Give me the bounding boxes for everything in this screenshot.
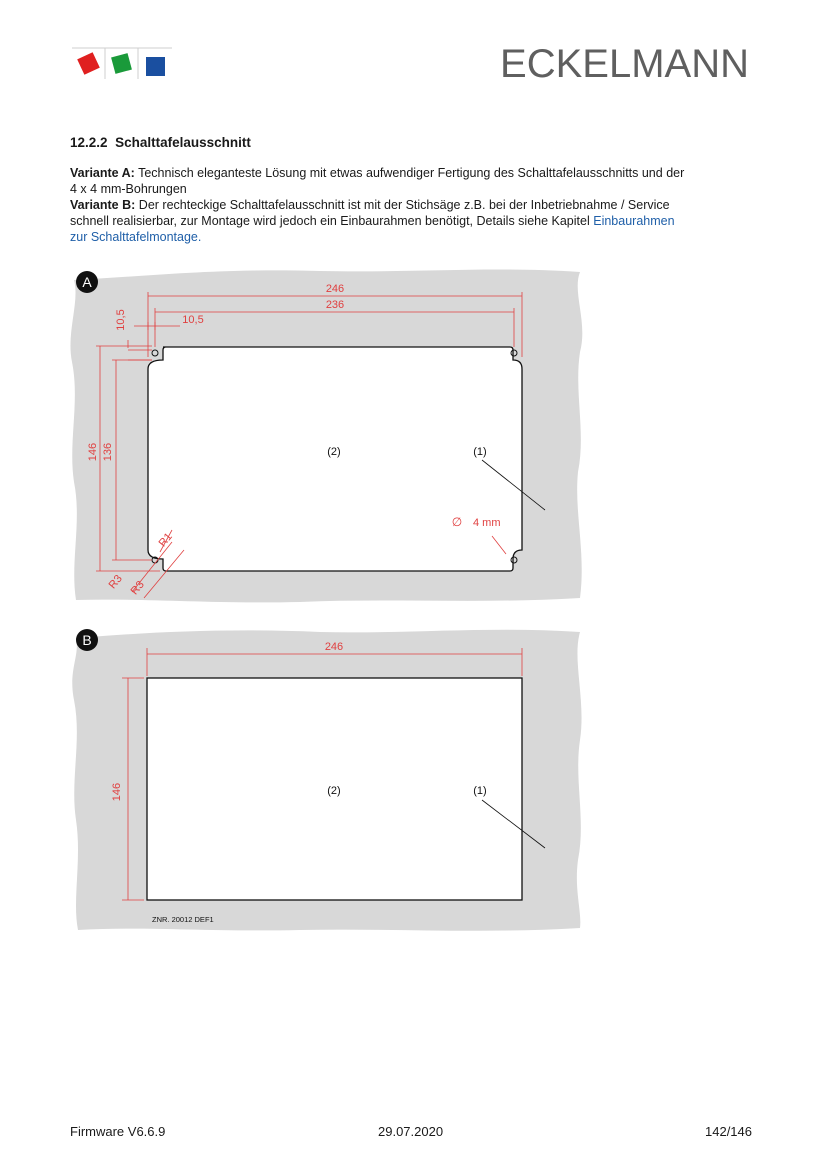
diameter-icon: ∅: [451, 515, 463, 529]
eckelmann-logo-mark: [72, 45, 172, 81]
drawing-number: ZNR. 20012 DEF1: [152, 915, 214, 924]
chapter-link-end: .: [197, 230, 202, 244]
logo-blue-square: [146, 57, 165, 76]
section-heading: [70, 135, 251, 150]
label-a-r3b: R3: [128, 578, 147, 598]
variant-a-label: Variante A:: [70, 166, 135, 180]
footer-date: 29.07.2020: [378, 1124, 444, 1139]
variant-b-text-2: schnell realisierbar, zur Montage wird jedoch ein Einbaurahmen benötigt, Details siehe Kapitel: [70, 214, 590, 228]
figure-b-drawing: [60, 620, 600, 940]
variant-b-text-1: Der rechteckige Schalttafelausschnitt ist mit der Stichsäge z.B. bei der Inbetriebnahme / Service: [138, 198, 670, 212]
variant-a-paragraph: [70, 165, 760, 197]
dim-a-height-inner: 136: [102, 442, 114, 462]
logo-red-square: [77, 52, 100, 75]
dim-a-width-outer: 246: [325, 283, 345, 295]
logo-green-square: [111, 53, 132, 74]
label-a-r1: R1: [156, 530, 175, 550]
badge-b-letter: B: [82, 632, 92, 648]
cutout-a-shape: [148, 347, 522, 571]
label-a-cutout: (2): [327, 446, 341, 458]
label-a-hole: 4 mm: [473, 517, 501, 529]
dim-a-offset-h: 10,5: [182, 314, 204, 326]
label-b-cutout: (2): [327, 785, 341, 797]
section-title: Schalttafelausschnitt: [115, 135, 251, 150]
figure-a-drawing: [60, 262, 600, 610]
label-a-r3a: R3: [106, 572, 125, 592]
dim-a-width-inner: 236: [325, 299, 345, 311]
dim-b-width: 246: [324, 641, 344, 653]
label-a-panel: (1): [473, 446, 487, 458]
dim-a-height-outer: 146: [87, 442, 99, 462]
chapter-link-part-2[interactable]: zur Schalttafelmontage: [70, 230, 198, 244]
label-b-panel: (1): [473, 785, 487, 797]
variant-b-label: Variante B:: [70, 198, 136, 212]
variant-a-text-2: 4 x 4 mm-Bohrungen: [70, 182, 187, 196]
section-number: 12.2.2: [70, 135, 108, 150]
footer-page: 142/146: [705, 1124, 752, 1139]
chapter-link-part-1[interactable]: Einbaurahmen: [593, 214, 675, 228]
variant-b-paragraph: [70, 197, 760, 245]
brand-wordmark: ECKELMANN: [500, 42, 749, 86]
footer-firmware: Firmware V6.6.9: [70, 1124, 166, 1139]
dim-a-offset-v: 10,5: [115, 309, 127, 331]
badge-a-letter: A: [82, 274, 92, 290]
dim-b-height: 146: [111, 782, 123, 802]
variant-a-text-1: Technisch eleganteste Lösung mit etwas aufwendiger Fertigung des Schalttafelausschnitts und der: [138, 166, 685, 180]
